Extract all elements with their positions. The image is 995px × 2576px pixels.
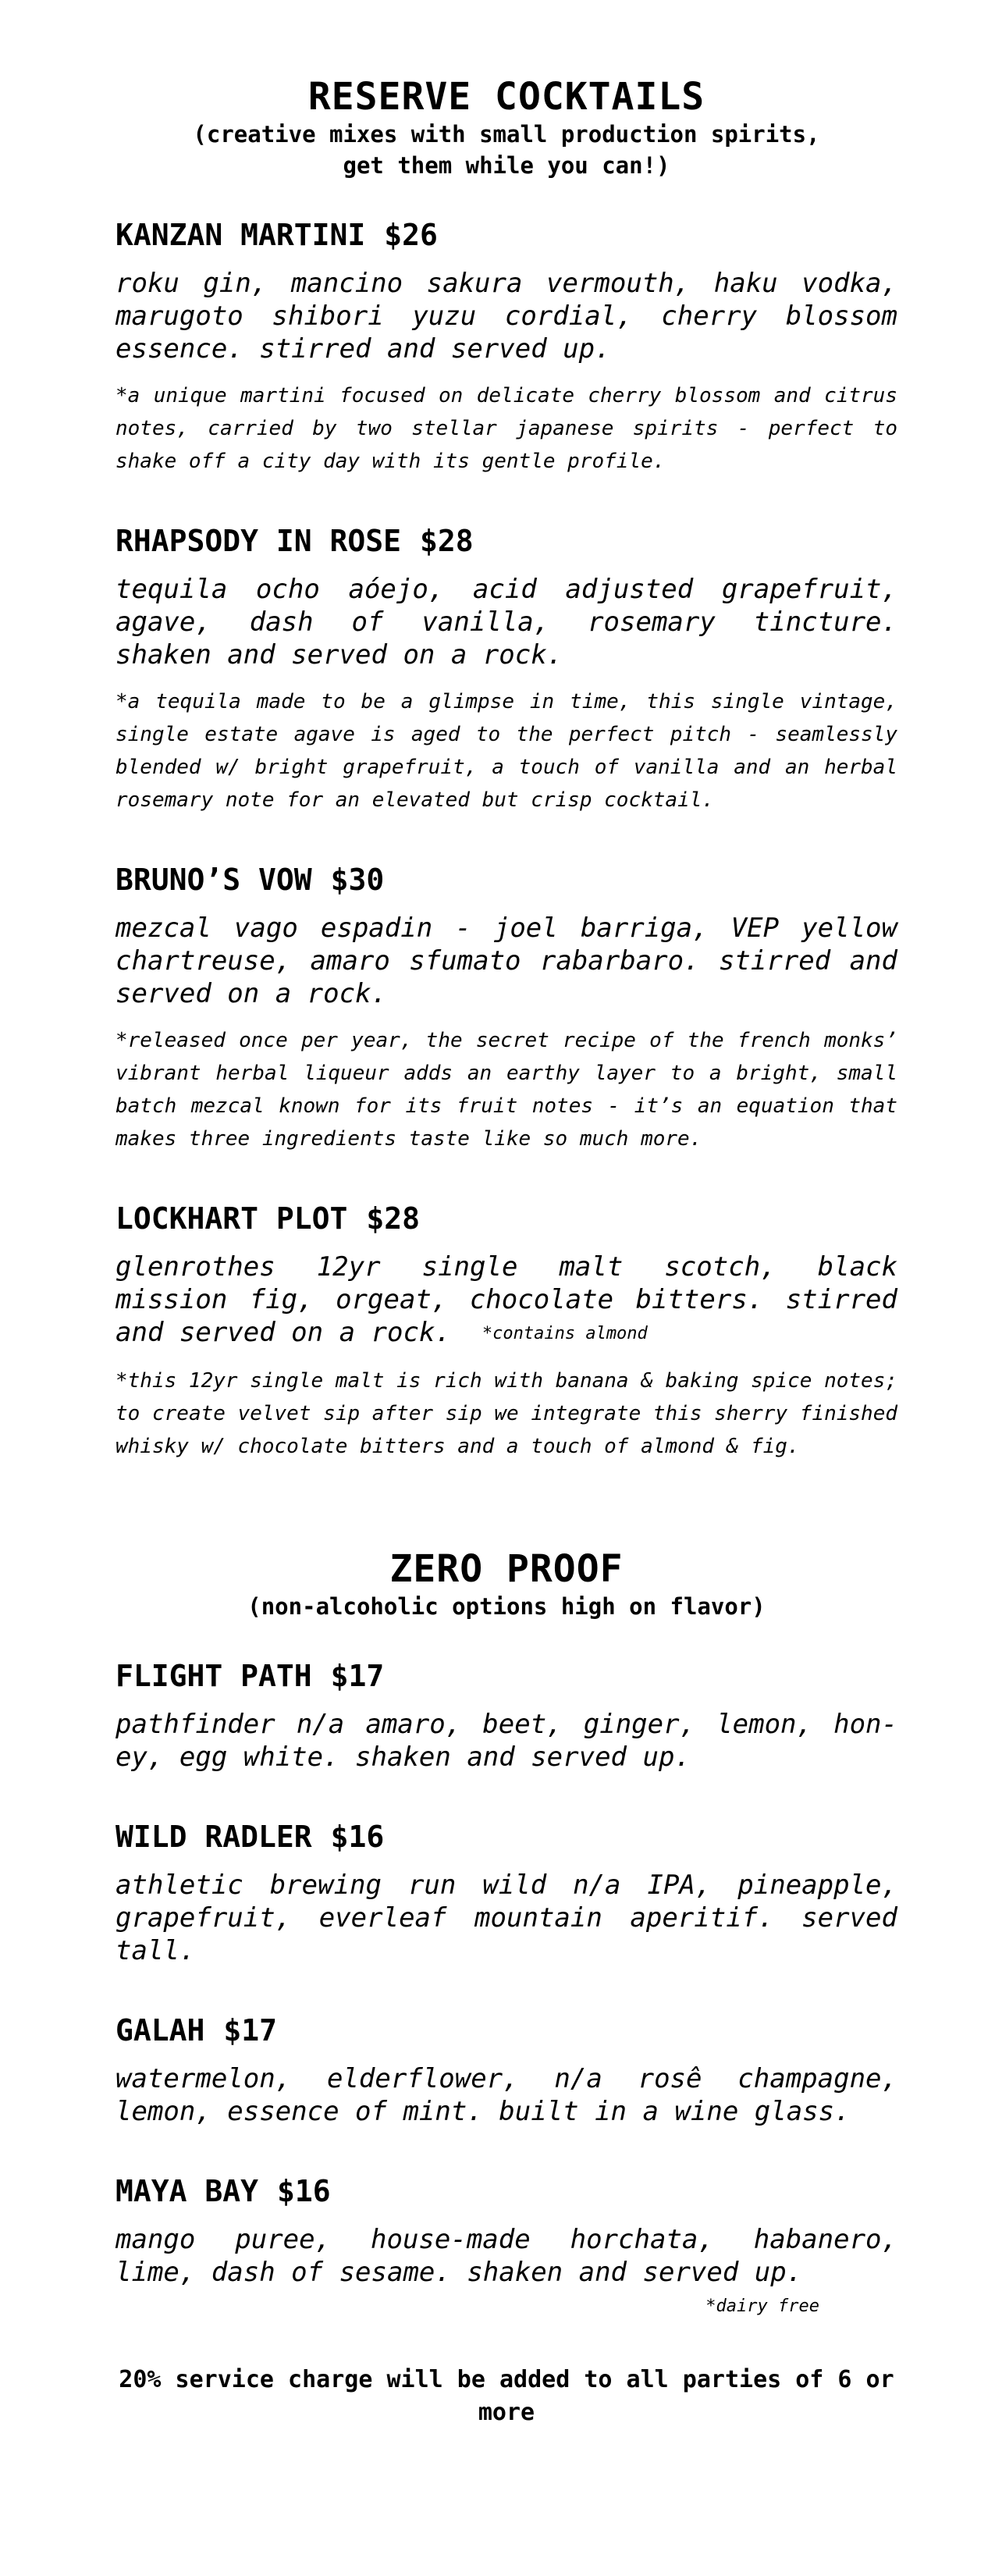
item-heading (115, 862, 897, 898)
item-name: KANZAN MARTINI (115, 218, 366, 252)
menu-item-lockhart-plot (115, 1201, 897, 1463)
menu-item-rhapsody-in-rose (115, 523, 897, 817)
item-tasting-note: *released once per year, the secret recipe of the french monks’ vibrant herbal liqueur adds an earthy layer to a bright, small batch mezcal known for its fruit notes - it’s an equation that makes three ingredients taste like so much more. (115, 1029, 897, 1151)
menu-item-maya-bay (115, 2173, 897, 2318)
item-heading (115, 217, 897, 253)
item-heading (115, 1201, 897, 1236)
menu-item-flight-path (115, 1658, 897, 1774)
item-description: pathfinder n/a amaro, beet, ginger, lemon, honey, egg white. shaken and served up. (115, 1708, 897, 1773)
item-tasting-note: *a tequila made to be a glimpse in time, this single vintage, single estate agave is aged to the perfect pitch - seamlessly blended w/ bright grapefruit, a touch of vanilla and an herbal rosemary note for an elevated but crisp cocktail. (115, 690, 897, 812)
item-tasting-note: *a unique martini focused on delicate cherry blossom and citrus notes, carried by two stellar japanese spirits - perfect to shake off a city day with its gentle profile. (115, 384, 897, 473)
reserve-section-subtitle: (creative mixes with small production spirits, get them while you can!) (193, 121, 820, 179)
item-heading (115, 2012, 897, 2048)
menu-page (115, 75, 897, 2429)
item-price: $30 (330, 863, 385, 897)
item-price: $28 (420, 524, 474, 558)
item-description: watermelon, elderflower, n/a rosê champagne, lemon, essence of mint. built in a wine glass. (115, 2062, 897, 2127)
item-name: WILD RADLER (115, 1819, 312, 1854)
item-price: $17 (330, 1658, 385, 1693)
item-price: $16 (277, 2173, 331, 2208)
item-price: $26 (384, 218, 438, 252)
item-name: MAYA BAY (115, 2173, 259, 2208)
item-name: BRUNO’S VOW (115, 863, 312, 897)
service-charge-notice: 20% service charge will be added to all parties of 6 or more (119, 2365, 894, 2426)
item-tasting-note: *this 12yr single malt is rich with banana & baking spice notes; to create velvet sip after sip we integrate this sherry finished whisky w/ chocolate bitters and a touch of almond & fig. (115, 1368, 897, 1458)
item-name: RHAPSODY IN ROSE (115, 524, 402, 558)
item-name: LOCKHART PLOT (115, 1201, 348, 1236)
item-description: athletic brewing run wild n/a IPA, pineapple, grapefruit, everleaf mountain aperitif. served tall. (115, 1869, 897, 1966)
item-price: $16 (330, 1819, 385, 1854)
menu-item-galah (115, 2012, 897, 2128)
item-description-text: glenrothes 12yr single malt scotch, black mission fig, orgeat, chocolate bitters. stirred and served on a rock. (115, 1251, 897, 1348)
item-description: roku gin, mancino sakura vermouth, haku vodka, marugoto shibori yuzu cordial, cherry blossom essence. stirred and served up. (115, 268, 897, 365)
reserve-section-title: RESERVE COCKTAILS (307, 75, 705, 119)
item-price: $28 (366, 1201, 421, 1236)
item-heading (115, 1658, 897, 1694)
allergen-note: *contains almond (482, 1323, 648, 1343)
item-heading (115, 2173, 897, 2209)
item-price: $17 (223, 2012, 278, 2048)
item-name: FLIGHT PATH (115, 1658, 312, 1693)
menu-item-wild-radler (115, 1819, 897, 1967)
item-heading (115, 1819, 897, 1855)
item-description: mango puree, house-made horchata, habanero, lime, dash of sesame. shaken and served up. (115, 2223, 897, 2288)
item-heading (115, 523, 897, 559)
item-description (115, 1251, 897, 1350)
item-description: tequila ocho aóejo, acid adjusted grapefruit, agave, dash of vanilla, rosemary tincture. shaken and served on a rock. (115, 574, 897, 671)
menu-item-brunos-vow (115, 862, 897, 1155)
menu-item-kanzan-martini (115, 217, 897, 478)
dairy-free-note: *dairy free (705, 2296, 819, 2316)
item-name: GALAH (115, 2012, 205, 2048)
zero-proof-section-subtitle: (non-alcoholic options high on flavor) (247, 1592, 766, 1620)
item-description: mezcal vago espadin - joel barriga, VEP yellow chartreuse, amaro sfumato rabarbaro. stirred and served on a rock. (115, 913, 897, 1009)
zero-proof-section-title: ZERO PROOF (389, 1546, 624, 1591)
